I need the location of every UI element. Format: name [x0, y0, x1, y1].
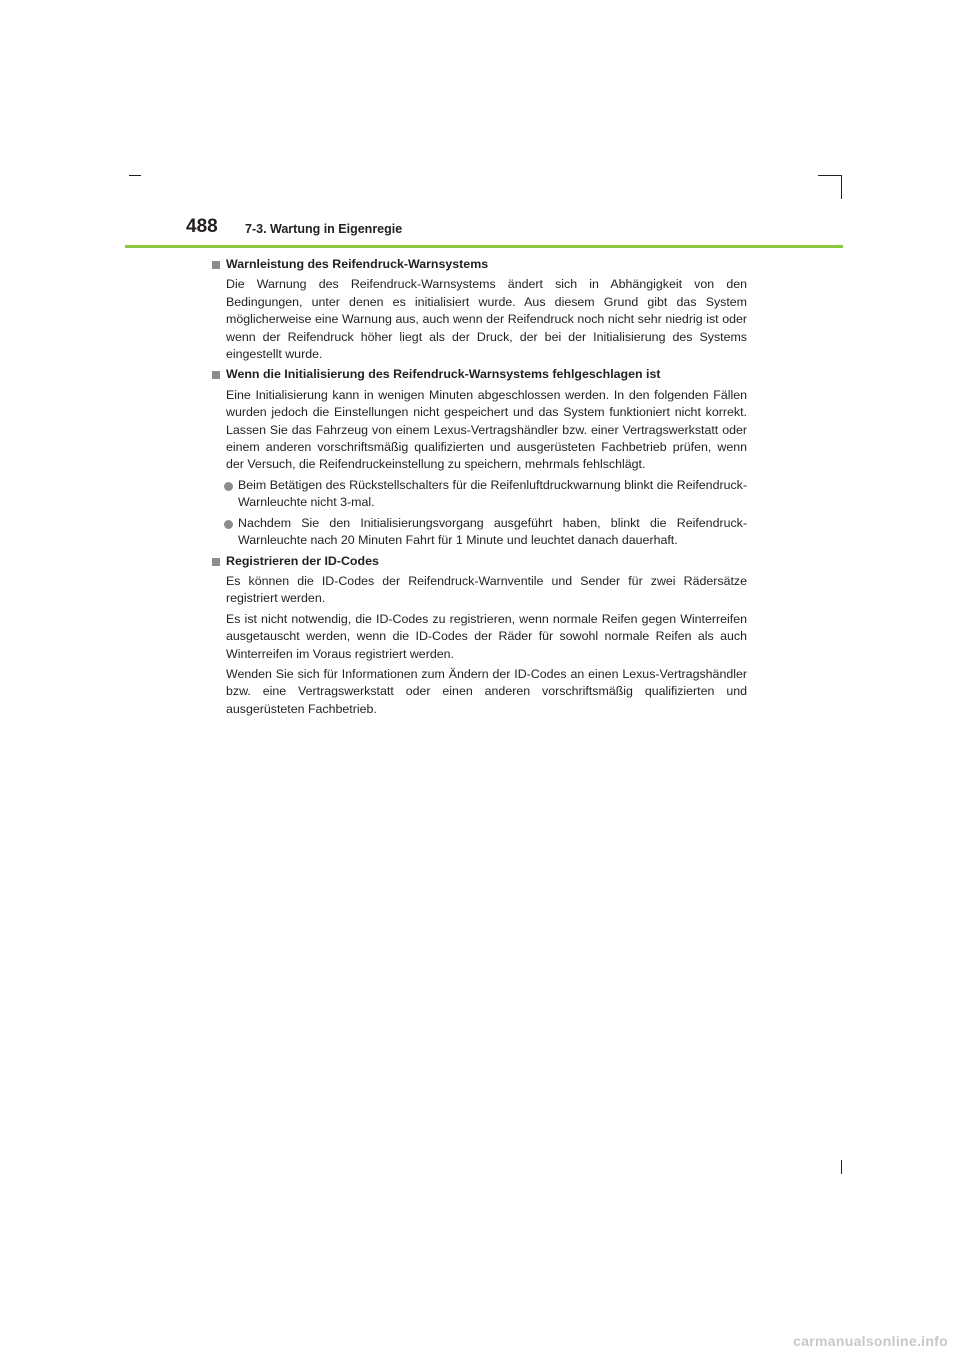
round-bullet-icon: [224, 482, 233, 491]
square-bullet-icon: [212, 371, 220, 379]
crop-mark-top-left: [129, 175, 141, 176]
paragraph: Es ist nicht notwendig, die ID-Codes zu registrieren, wenn normale Reifen gegen Winterreifen ausgetauscht werden, wenn die ID-Codes der Räder für sowohl normale Reifen als auch Winterreifen im Voraus registriert werden.: [226, 611, 747, 661]
header-rule: [125, 245, 843, 248]
paragraph: Die Warnung des Reifendruck-Warnsystems ändert sich in Abhängigkeit von den Bedingungen, unter denen es initialisiert wurde. Aus diesem Grund gibt das System möglicherweise eine Warnung aus, auch wenn der Reifendruck noch nicht sehr niedrig ist oder wenn der Reifendruck höher liegt als der Druck, der bei der Initialisierung des Systems eingestellt wurde.: [226, 277, 747, 362]
paragraph: Es können die ID-Codes der Reifendruck-Warnventile und Sender für zwei Rädersätze registriert werden.: [226, 573, 747, 606]
section-heading: Registrieren der ID-Codes: [211, 553, 747, 570]
section-initialisierung: [211, 366, 747, 549]
page-number: 488: [186, 216, 218, 237]
paragraph: Wenden Sie sich für Informationen zum Ändern der ID-Codes an einen Lexus-Vertragshändler bzw. eine Vertragswerkstatt oder einen anderen vorschriftsmäßig qualifizierten und ausgerüsteten Fachbetrieb.: [226, 666, 747, 716]
round-bullet-icon: [224, 520, 233, 529]
watermark: carmanualsonline.info: [793, 1333, 948, 1349]
crop-mark-bottom-right-v: [841, 1160, 842, 1174]
page-header: [186, 216, 846, 246]
section-id-codes: [211, 553, 747, 719]
section-title: 7-3. Wartung in Eigenregie: [245, 222, 403, 236]
section-heading: Warnleistung des Reifendruck-Warnsystems: [211, 256, 747, 273]
section-heading: Wenn die Initialisierung des Reifendruck-Warnsystems fehlgeschlagen ist: [211, 366, 747, 383]
crop-mark-top-right-v: [841, 175, 842, 199]
section-warnleistung: [211, 256, 747, 363]
content: [211, 256, 747, 721]
square-bullet-icon: [212, 558, 220, 566]
list-item: Beim Betätigen des Rückstellschalters für die Reifenluftdruckwarnung blinkt die Reifendruck-Warnleuchte nicht 3-mal.: [211, 477, 747, 512]
square-bullet-icon: [212, 261, 220, 269]
paragraph: Eine Initialisierung kann in wenigen Minuten abgeschlossen werden. In den folgenden Fällen wurden jedoch die Einstellungen nicht gespeichert und das System funktioniert nicht korrekt. Lassen Sie das Fahrzeug von einem Lexus-Vertragshändler bzw. einer Vertragswerkstatt oder einem anderen vorschriftsmäßig qualifizierten und ausgerüsteten Fachbetrieb prüfen, wenn der Versuch, die Reifendruckeinstellung zu speichern, mehrmals fehlschlägt.: [226, 387, 747, 472]
crop-mark-top-right-h: [818, 175, 842, 176]
list-item: Nachdem Sie den Initialisierungsvorgang ausgeführt haben, blinkt die Reifendruck-Warnleuchte nach 20 Minuten Fahrt für 1 Minute und leuchtet danach dauerhaft.: [211, 515, 747, 550]
